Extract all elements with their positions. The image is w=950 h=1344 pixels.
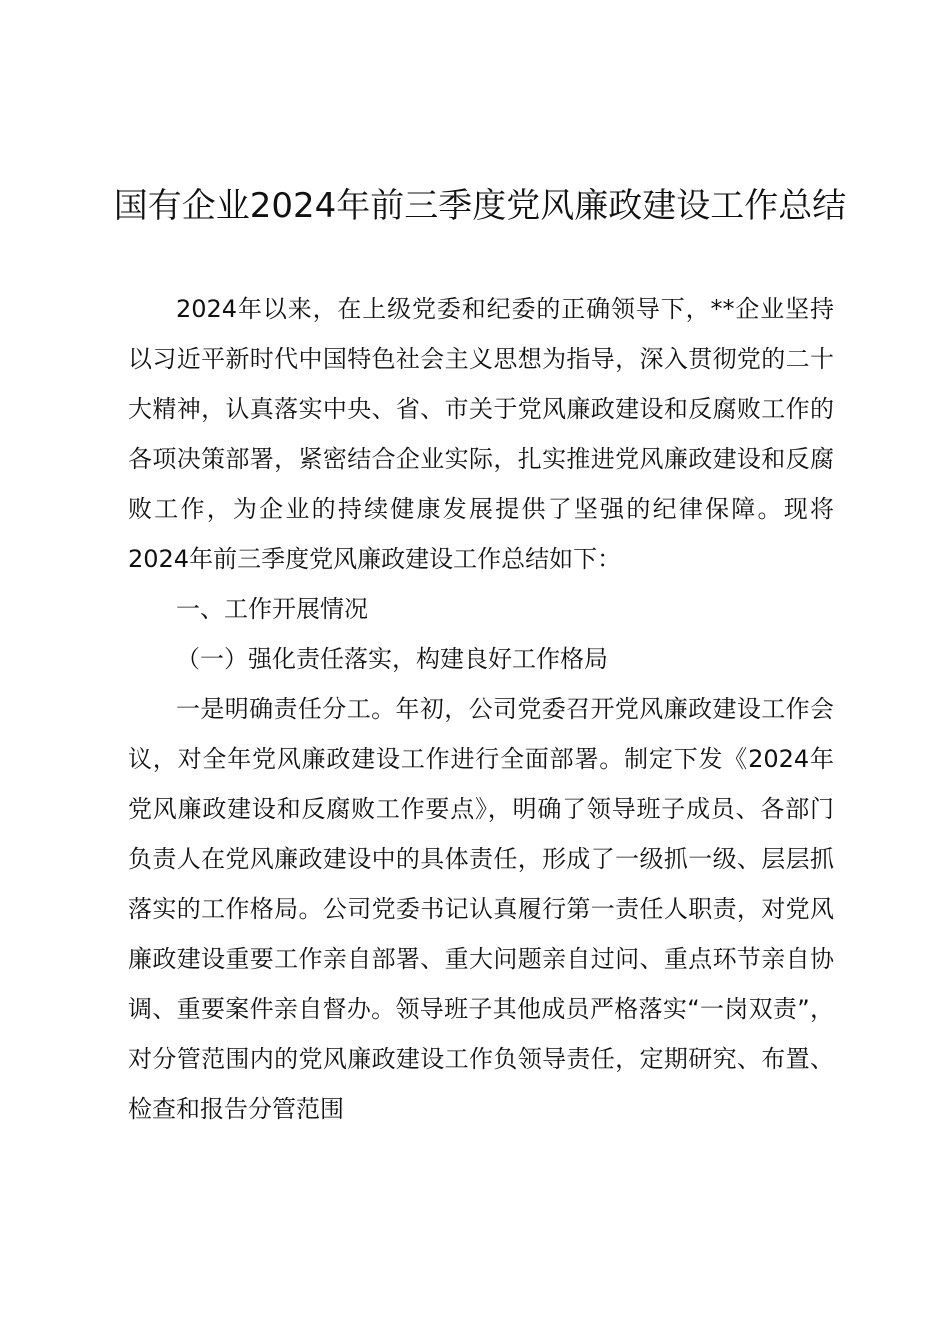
- intro-paragraph: 2024年以来，在上级党委和纪委的正确领导下，**企业坚持以习近平新时代中国特色社会主义思想为指导，深入贯彻党的二十大精神，认真落实中央、省、市关于党风廉政建设和反腐败工作的各项决策部署，紧密结合企业实际，扎实推进党风廉政建设和反腐败工作，为企业的持续健康发展提供了坚强的纪律保障。现将2024年前三季度党风廉政建设工作总结如下：: [128, 295, 834, 573]
- body-paragraph: 一是明确责任分工。年初，公司党委召开党风廉政建设工作会议，对全年党风廉政建设工作进行全面部署。制定下发《2024年党风廉政建设和反腐败工作要点》，明确了领导班子成员、各部门负责人在党风廉政建设中的具体责任，形成了一级抓一级、层层抓落实的工作格局。公司党委书记认真履行第一责任人职责，对党风廉政建设重要工作亲自部署、重大问题亲自过问、重点环节亲自协调、重要案件亲自督办。领导班子其他成员严格落实“一岗双责”，对分管范围内的党风廉政建设工作负领导责任，定期研究、布置、检查和报告分管范围: [128, 695, 834, 1123]
- document-body: [128, 284, 834, 1134]
- document-title: 国有企业2024年前三季度党风廉政建设工作总结: [113, 186, 847, 226]
- subsection-heading: （一）强化责任落实，构建良好工作格局: [176, 645, 608, 673]
- section-heading: 一、工作开展情况: [176, 595, 368, 623]
